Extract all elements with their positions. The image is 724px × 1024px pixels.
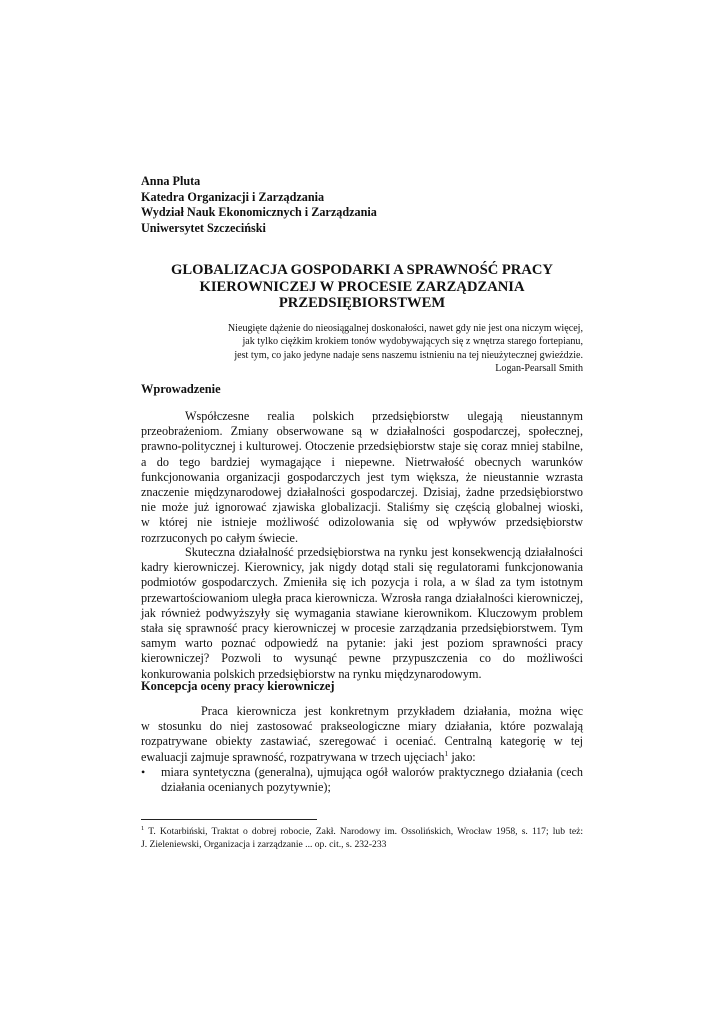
- text-line: a do tego bardziej wymagające i niepewne. Nietrwałość obecnych warunków: [141, 454, 583, 469]
- text-line: samym warto poznać odpowiedź na pytanie: jaki jest poziom sprawności pracy: [141, 636, 583, 651]
- text-line: Praca kierownicza jest konkretnym przykładem działania, można więc: [201, 704, 583, 718]
- epigraph: [200, 322, 583, 376]
- text-line: Współczesne realia polskich przedsiębiorstw ulegają nieustannym: [185, 409, 583, 423]
- author-block: [141, 174, 581, 236]
- author-university: Uniwersytet Szczeciński: [141, 220, 266, 235]
- text-line: działania ocenianych pozytywnie);: [161, 779, 331, 794]
- text-line: jak również podwyższyły się wymagania stawiane kierownikom. Kluczowym problem: [141, 605, 583, 620]
- text-line: kierowniczej? Pozwoli to wysunąć pewne przypuszczenia co do możliwości: [141, 651, 583, 666]
- author-faculty: Wydział Nauk Ekonomicznych i Zarządzania: [141, 205, 377, 220]
- text-line: w której nie istnieje możliwość odizolowania się od wpływów przedsiębiorstw: [141, 515, 583, 530]
- bullet-icon: •: [141, 764, 146, 779]
- text-line: kadry kierowniczej. Kierownicy, jak nigdy dotąd stali się regulatorami funkcjonowania: [141, 560, 583, 575]
- footnote-separator: [141, 819, 317, 820]
- text-line: [141, 750, 583, 765]
- footnote-reference[interactable]: 1: [444, 748, 449, 758]
- author-name: Anna Pluta: [141, 174, 201, 188]
- intro-paragraph-1: [141, 409, 583, 546]
- evaluation-paragraph: [141, 704, 583, 795]
- footnote: [141, 825, 583, 851]
- epigraph-line: jest tym, co jako jedyne nadaje sens naszemu istnieniu na tej nieużytecznej gwieździe.: [234, 349, 583, 361]
- footnote-number: 1: [141, 825, 145, 832]
- epigraph-line: Nieugięte dążenie do nieosiągalnej doskonałości, nawet gdy nie jest ona niczym więcej,: [227, 323, 583, 334]
- text-line: miara syntetyczna (generalna), ujmująca ogół walorów praktycznego działania (cech: [161, 764, 583, 779]
- text-line: Skuteczna działalność przedsiębiorstwa na rynku jest konsekwencją działalności: [185, 545, 583, 559]
- author-department: Katedra Organizacji i Zarządzania: [141, 189, 325, 204]
- intro-paragraph-2: [141, 545, 583, 682]
- section-heading-introduction: Wprowadzenie: [141, 382, 221, 396]
- text-line: podmiotów gospodarczych. Zmieniła się ich pozycja i rola, a w ślad za tym istotnym: [141, 575, 583, 590]
- text-line: funkcjonowania organizacji gospodarczych jest tym większa, że nieustannie wzrasta: [141, 469, 583, 484]
- footnote-line: J. Zieleniewski, Organizacja i zarządzanie ... op. cit., s. 232-233: [141, 839, 387, 850]
- text-line: stała się sprawność pracy kierowniczej w procesie zarządzania przedsiębiorstwem. Tym: [141, 620, 583, 635]
- section-heading-evaluation: Koncepcja oceny pracy kierowniczej: [141, 679, 335, 693]
- text-segment: jako:: [448, 749, 476, 764]
- list-item: [141, 765, 583, 795]
- epigraph-line: jak tylko ciężkim krokiem tonów wydobywających się z wnętrza starego fortepianu,: [242, 336, 583, 348]
- text-line: nie może już ignorować zjawiska globalizacji. Staliśmy się częścią globalnej wioski,: [141, 500, 583, 515]
- text-line: rozrzuconych po całym świecie.: [141, 530, 299, 545]
- text-line: konkurowania polskich przedsiębiorstw na rynku międzynarodowym.: [141, 666, 482, 681]
- text-line: w stosunku do niej zastosować prakseologiczne miary działania, które pozwalają: [141, 719, 583, 734]
- title-line: PRZEDSIĘBIORSTWEM: [278, 295, 446, 312]
- title-line: KIEROWNICZEJ W PROCESIE ZARZĄDZANIA: [199, 278, 525, 295]
- text-segment: T. Kotarbiński, Traktat o dobrej robocie, Zakł. Narodowy im. Ossolińskich, Wrocław 1958, s. 117; lub też:: [144, 826, 583, 837]
- title-line: GLOBALIZACJA GOSPODARKI A SPRAWNOŚĆ PRACY: [171, 262, 553, 278]
- text-line: prawno-politycznej i kulturowej. Otoczenie przedsiębiorstw staje się coraz mniej stabilne,: [141, 439, 583, 454]
- text-line: rozpatrywane obiekty zastawiać, szeregować i oceniać. Centralną kategorię w tej: [141, 734, 583, 749]
- text-line: przeobrażeniom. Zmiany obserwowane są w działalności gospodarczej, społecznej,: [141, 424, 583, 439]
- text-line: znaczenie międzynarodowej działalności gospodarczej. Dzisiaj, żadne przedsiębiorstwo: [141, 484, 583, 499]
- footnote-line: [141, 825, 583, 838]
- paper-title: [141, 262, 583, 312]
- epigraph-attribution: Logan-Pearsall Smith: [495, 363, 583, 375]
- text-segment: ewaluacji zajmuje sprawność, rozpatrywana w trzech ujęciach: [141, 749, 445, 764]
- text-line: przewartościowaniom uległa praca kierownicza. Wzrosła ranga działalności kierowniczej,: [141, 590, 583, 605]
